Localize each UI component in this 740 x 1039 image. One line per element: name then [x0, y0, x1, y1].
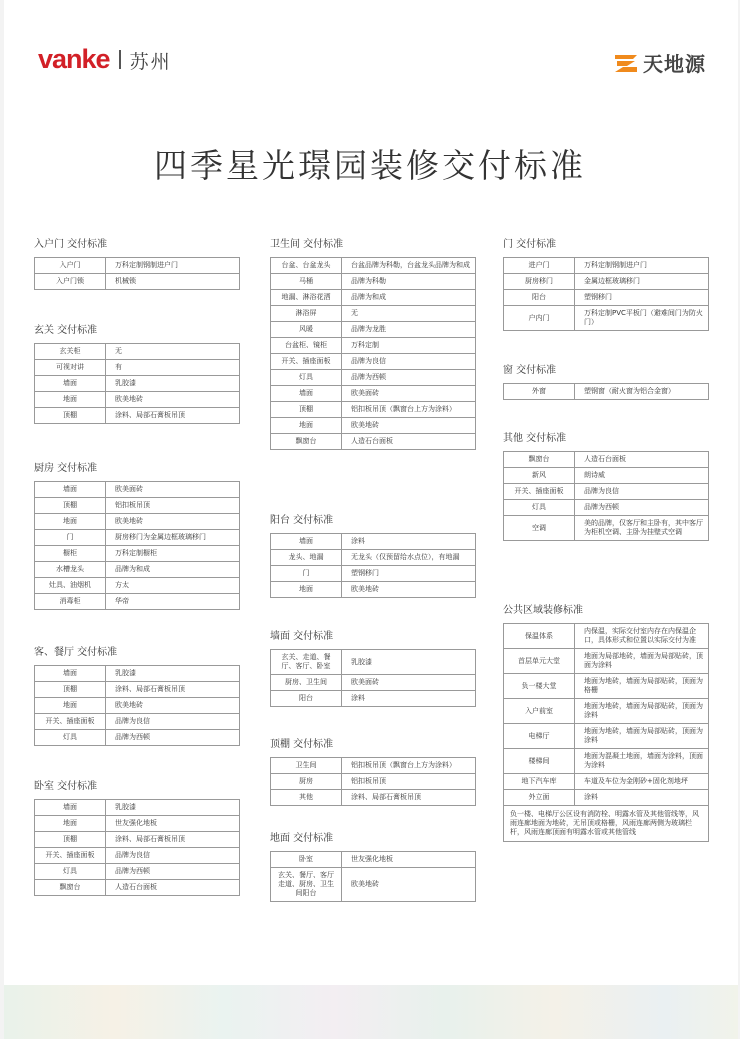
spec-cell: 万科定制钢制进户门	[106, 258, 240, 274]
item-cell: 橱柜	[35, 546, 106, 562]
item-cell: 灯具	[271, 370, 342, 386]
table-row	[504, 774, 709, 790]
spec-cell: 金属边框玻璃移门	[575, 274, 709, 290]
table-row	[35, 578, 240, 594]
spec-cell: 欧美地砖	[342, 868, 476, 902]
spec-cell: 万科定制橱柜	[106, 546, 240, 562]
table-row	[271, 566, 476, 582]
table-row	[504, 624, 709, 649]
table-row	[271, 418, 476, 434]
spec-cell: 品牌为和成	[342, 290, 476, 306]
spec-table	[503, 257, 709, 331]
vanke-logo	[38, 44, 172, 75]
spec-cell: 铝扣板吊顶（飘窗台上方为涂料）	[342, 758, 476, 774]
item-cell: 地面	[271, 582, 342, 598]
spec-cell: 涂料	[575, 790, 709, 806]
spec-cell: 无	[106, 344, 240, 360]
item-cell: 顶棚	[35, 408, 106, 424]
table-row	[35, 666, 240, 682]
spec-table	[34, 665, 240, 746]
spec-cell: 欧美面砖	[342, 386, 476, 402]
spec-cell: 乳胶漆	[342, 650, 476, 675]
spec-cell: 欧美地砖	[106, 392, 240, 408]
spec-cell: 品牌为良信	[106, 848, 240, 864]
page-title: 四季星光璟园装修交付标准	[154, 146, 586, 185]
spec-table	[270, 851, 476, 902]
spec-cell: 涂料、局部石膏板吊顶	[106, 682, 240, 698]
spec-cell: 品牌为西顿	[106, 864, 240, 880]
spec-cell: 涂料	[342, 691, 476, 707]
item-cell: 顶棚	[35, 498, 106, 514]
item-cell: 开关、插座面板	[35, 848, 106, 864]
spec-cell: 铝扣板吊顶	[342, 774, 476, 790]
table-row	[271, 402, 476, 418]
table-row	[271, 386, 476, 402]
item-cell: 户内门	[504, 306, 575, 331]
section-doors	[503, 238, 709, 331]
spec-cell: 地面为地砖，墙面为局部贴砖，顶面为格栅	[575, 674, 709, 699]
section-bedroom	[34, 780, 240, 896]
table-row	[271, 274, 476, 290]
table-row	[271, 691, 476, 707]
item-cell: 首层单元大堂	[504, 649, 575, 674]
section-title: 其他 交付标准	[503, 433, 567, 444]
table-row	[504, 516, 709, 541]
table-row	[504, 699, 709, 724]
spec-table	[34, 257, 240, 290]
table-row	[35, 816, 240, 832]
spec-cell: 欧美地砖	[106, 698, 240, 714]
table-row	[504, 258, 709, 274]
spec-cell: 铝扣板吊顶	[106, 498, 240, 514]
spec-cell: 车道及车位为金刚砂+固化剂地坪	[575, 774, 709, 790]
spec-table	[503, 451, 709, 541]
tiandiyuan-wordmark: 天地源	[643, 52, 706, 76]
table-row	[35, 344, 240, 360]
table-row	[35, 880, 240, 896]
spec-cell: 万科定制钢制进户门	[575, 258, 709, 274]
spec-table	[270, 533, 476, 598]
table-row	[35, 730, 240, 746]
public-area-note: 负一楼、电梯厅公区设有消防栓、明露水管及其他管线等，风雨连廊地面为地砖，无吊顶或格栅，风雨连廊两侧为玻璃栏杆，风雨连廊顶面有明露水管或其他管线	[504, 806, 709, 842]
item-cell: 淋浴屏	[271, 306, 342, 322]
item-cell: 灯具	[35, 730, 106, 746]
table-row	[504, 500, 709, 516]
item-cell: 入户前室	[504, 699, 575, 724]
table-row	[35, 546, 240, 562]
item-cell: 电梯厅	[504, 724, 575, 749]
section-title: 门 交付标准	[503, 239, 557, 250]
item-cell: 地下汽车库	[504, 774, 575, 790]
table-row	[35, 698, 240, 714]
table-row	[504, 749, 709, 774]
section-title: 墙面 交付标准	[270, 631, 334, 642]
item-cell: 顶棚	[271, 402, 342, 418]
section-title: 窗 交付标准	[503, 365, 557, 376]
section-windows	[503, 364, 709, 400]
table-row	[35, 274, 240, 290]
item-cell: 顶棚	[35, 832, 106, 848]
tiandiyuan-logo	[614, 48, 706, 77]
spec-cell: 人造石台面板	[342, 434, 476, 450]
item-cell: 消毒柜	[35, 594, 106, 610]
item-cell: 开关、插座面板	[35, 714, 106, 730]
item-cell: 台盆、台盆龙头	[271, 258, 342, 274]
table-row	[35, 800, 240, 816]
spec-cell: 地面为地砖，墙面为局部贴砖，顶面为涂料	[575, 699, 709, 724]
item-cell: 负一楼大堂	[504, 674, 575, 699]
spec-cell: 塑钢窗（耐火窗为铝合金窗）	[575, 384, 709, 400]
table-row	[35, 482, 240, 498]
table-row	[271, 852, 476, 868]
city-name: 苏州	[129, 51, 172, 73]
item-cell: 外窗	[504, 384, 575, 400]
item-cell: 卫生间	[271, 758, 342, 774]
section-title: 客、餐厅 交付标准	[34, 647, 118, 658]
item-cell: 玄关柜	[35, 344, 106, 360]
table-row	[35, 376, 240, 392]
section-title: 入户门 交付标准	[34, 239, 108, 250]
spec-cell: 地面为混凝土地面，墙面为涂料，顶面为涂料	[575, 749, 709, 774]
item-cell: 门	[271, 566, 342, 582]
section-ceilings	[270, 738, 476, 806]
spec-table	[34, 481, 240, 610]
table-row	[504, 468, 709, 484]
table-row	[271, 582, 476, 598]
spec-cell: 无龙头（仅预留给水点位），有地漏	[342, 550, 476, 566]
table-row	[35, 562, 240, 578]
item-cell: 地面	[35, 514, 106, 530]
spec-cell: 乳胶漆	[106, 376, 240, 392]
spec-cell: 欧美面砖	[106, 482, 240, 498]
section-title: 卧室 交付标准	[34, 781, 98, 792]
item-cell: 墙面	[35, 800, 106, 816]
table-row	[504, 724, 709, 749]
item-cell: 墙面	[271, 386, 342, 402]
spec-cell: 铝扣板吊顶（飘窗台上方为涂料）	[342, 402, 476, 418]
item-cell: 地面	[271, 418, 342, 434]
spec-table	[270, 257, 476, 450]
spec-cell: 厨房移门为金属边框玻璃移门	[106, 530, 240, 546]
section-kitchen	[34, 462, 240, 610]
table-row	[504, 790, 709, 806]
table-row	[504, 806, 709, 842]
spec-cell: 品牌为良信	[342, 354, 476, 370]
item-cell: 空调	[504, 516, 575, 541]
item-cell: 地面	[35, 698, 106, 714]
section-balcony	[270, 514, 476, 598]
spec-cell: 欧美地砖	[342, 418, 476, 434]
spec-cell: 涂料、局部石膏板吊顶	[342, 790, 476, 806]
spec-cell: 朗诗威	[575, 468, 709, 484]
section-floors	[270, 832, 476, 902]
item-cell: 飘窗台	[504, 452, 575, 468]
spec-table	[270, 649, 476, 707]
spec-cell: 品牌为西顿	[106, 730, 240, 746]
item-cell: 风暖	[271, 322, 342, 338]
table-row	[271, 354, 476, 370]
table-row	[271, 338, 476, 354]
item-cell: 墙面	[271, 534, 342, 550]
section-title: 玄关 交付标准	[34, 325, 98, 336]
item-cell: 台盆柜、镜柜	[271, 338, 342, 354]
section-entrance-door	[34, 238, 240, 290]
spec-cell: 品牌为良信	[575, 484, 709, 500]
spec-cell: 台盆品牌为科勒，台盆龙头品牌为和成	[342, 258, 476, 274]
item-cell: 门	[35, 530, 106, 546]
section-other	[503, 432, 709, 541]
spec-table	[270, 757, 476, 806]
spec-cell: 欧美面砖	[342, 675, 476, 691]
table-row	[271, 790, 476, 806]
item-cell: 入户门	[35, 258, 106, 274]
item-cell: 进户门	[504, 258, 575, 274]
item-cell: 飘窗台	[271, 434, 342, 450]
table-row	[35, 864, 240, 880]
item-cell: 入户门锁	[35, 274, 106, 290]
logo-divider	[119, 50, 121, 69]
table-row	[35, 594, 240, 610]
table-row	[271, 434, 476, 450]
item-cell: 墙面	[35, 376, 106, 392]
item-cell: 厨房	[271, 774, 342, 790]
item-cell: 墙面	[35, 482, 106, 498]
item-cell: 开关、插座面板	[504, 484, 575, 500]
section-title: 公共区域装修标准	[503, 605, 583, 616]
table-row	[504, 306, 709, 331]
decorative-bottom-band	[4, 985, 738, 1039]
item-cell: 灯具	[504, 500, 575, 516]
item-cell: 其他	[271, 790, 342, 806]
spec-table	[503, 623, 709, 842]
table-row	[35, 392, 240, 408]
spec-cell: 品牌为西顿	[342, 370, 476, 386]
item-cell: 地漏、淋浴花洒	[271, 290, 342, 306]
spec-cell: 有	[106, 360, 240, 376]
spec-cell: 塑钢移门	[342, 566, 476, 582]
table-row	[271, 306, 476, 322]
table-row	[35, 832, 240, 848]
item-cell: 阳台	[504, 290, 575, 306]
table-row	[271, 322, 476, 338]
spec-cell: 万科定制	[342, 338, 476, 354]
table-row	[271, 534, 476, 550]
section-living-dining	[34, 646, 240, 746]
table-row	[35, 408, 240, 424]
table-row	[271, 650, 476, 675]
spec-cell: 品牌为龙胜	[342, 322, 476, 338]
spec-cell: 美的品牌，仅客厅和主卧有，其中客厅为柜机空调、主卧为挂壁式空调	[575, 516, 709, 541]
spec-table	[34, 799, 240, 896]
section-public-areas	[503, 604, 709, 842]
item-cell: 灶具、油烟机	[35, 578, 106, 594]
table-row	[271, 290, 476, 306]
section-title: 阳台 交付标准	[270, 515, 334, 526]
spec-cell: 世友强化地板	[106, 816, 240, 832]
item-cell: 墙面	[35, 666, 106, 682]
item-cell: 开关、插座面板	[271, 354, 342, 370]
section-foyer	[34, 324, 240, 424]
table-row	[35, 530, 240, 546]
spec-table	[503, 383, 709, 400]
item-cell: 外立面	[504, 790, 575, 806]
spec-cell: 塑钢移门	[575, 290, 709, 306]
spec-cell: 地面为地砖，墙面为局部贴砖，顶面为涂料	[575, 724, 709, 749]
spec-cell: 乳胶漆	[106, 666, 240, 682]
item-cell: 龙头、地漏	[271, 550, 342, 566]
table-row	[271, 774, 476, 790]
table-row	[271, 550, 476, 566]
spec-cell: 品牌为科勒	[342, 274, 476, 290]
spec-cell: 内保温，实际交付室内存在内保温企口，具体形式和位置以实际交付为准	[575, 624, 709, 649]
item-cell: 楼梯间	[504, 749, 575, 774]
spec-cell: 人造石台面板	[575, 452, 709, 468]
spec-cell: 品牌为西顿	[575, 500, 709, 516]
spec-cell: 乳胶漆	[106, 800, 240, 816]
spec-cell: 华帝	[106, 594, 240, 610]
table-row	[35, 360, 240, 376]
table-row	[504, 674, 709, 699]
spec-cell: 欧美地砖	[106, 514, 240, 530]
table-row	[35, 498, 240, 514]
vanke-wordmark: vanke	[38, 44, 110, 74]
item-cell: 厨房移门	[504, 274, 575, 290]
table-row	[271, 758, 476, 774]
section-title: 顶棚 交付标准	[270, 739, 334, 750]
table-row	[271, 370, 476, 386]
item-cell: 水槽龙头	[35, 562, 106, 578]
spec-cell: 品牌为良信	[106, 714, 240, 730]
table-row	[35, 714, 240, 730]
item-cell: 飘窗台	[35, 880, 106, 896]
item-cell: 顶棚	[35, 682, 106, 698]
item-cell: 地面	[35, 392, 106, 408]
table-row	[271, 258, 476, 274]
table-row	[35, 848, 240, 864]
table-row	[504, 484, 709, 500]
spec-cell: 涂料、局部石膏板吊顶	[106, 408, 240, 424]
spec-cell: 涂料	[342, 534, 476, 550]
section-bathroom	[270, 238, 476, 450]
item-cell: 马桶	[271, 274, 342, 290]
item-cell: 厨房、卫生间	[271, 675, 342, 691]
spec-table	[34, 343, 240, 424]
table-row	[504, 649, 709, 674]
section-title: 厨房 交付标准	[34, 463, 98, 474]
table-row	[35, 682, 240, 698]
item-cell: 可视对讲	[35, 360, 106, 376]
item-cell: 新风	[504, 468, 575, 484]
item-cell: 地面	[35, 816, 106, 832]
table-row	[504, 384, 709, 400]
table-row	[504, 274, 709, 290]
spec-cell: 万科定制PVC平板门（避难间门为防火门）	[575, 306, 709, 331]
spec-cell: 地面为局部地砖，墙面为局部贴砖，顶面为涂料	[575, 649, 709, 674]
spec-cell: 机械锁	[106, 274, 240, 290]
table-row	[35, 514, 240, 530]
spec-cell: 无	[342, 306, 476, 322]
item-cell: 保温体系	[504, 624, 575, 649]
spec-cell: 涂料、局部石膏板吊顶	[106, 832, 240, 848]
spec-cell: 方太	[106, 578, 240, 594]
table-row	[504, 452, 709, 468]
item-cell: 阳台	[271, 691, 342, 707]
table-row	[504, 290, 709, 306]
tiandiyuan-mark-icon	[614, 53, 638, 73]
item-cell: 玄关、走道、餐厅、客厅、卧室	[271, 650, 342, 675]
spec-cell: 欧美地砖	[342, 582, 476, 598]
spec-cell: 世友强化地板	[342, 852, 476, 868]
section-title: 地面 交付标准	[270, 833, 334, 844]
section-title: 卫生间 交付标准	[270, 239, 344, 250]
spec-cell: 人造石台面板	[106, 880, 240, 896]
table-row	[271, 868, 476, 902]
table-row	[271, 675, 476, 691]
item-cell: 玄关、餐厅、客厅走道、厨房、卫生间阳台	[271, 868, 342, 902]
section-walls	[270, 630, 476, 707]
item-cell: 灯具	[35, 864, 106, 880]
item-cell: 卧室	[271, 852, 342, 868]
table-row	[35, 258, 240, 274]
spec-cell: 品牌为和成	[106, 562, 240, 578]
